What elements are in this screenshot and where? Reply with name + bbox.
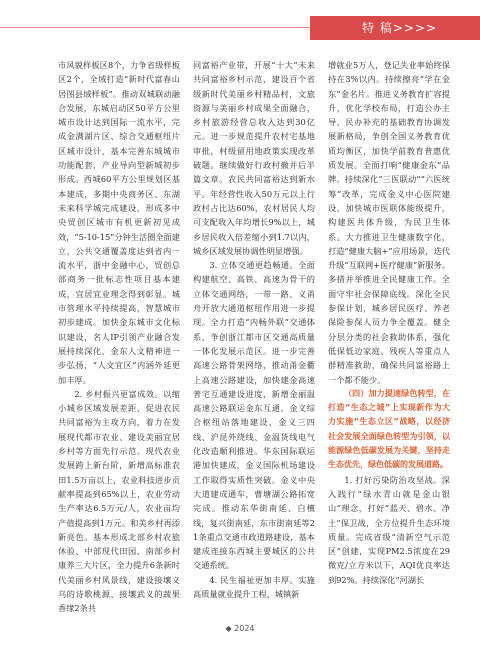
paragraph: 1. 打好污染防治攻坚战。深入践行“绿水青山就是金山银山”理念，打好“蓝天、碧水、净土”保卫战，全方位提升生态环境质量。完成省级“清新空气示范区”创建，实现PM2.5浓度在29微克/立方米以下，AQI优良率达到92%。持续深化“河湖长 (328, 474, 450, 585)
header-rule (0, 27, 310, 28)
page-footer (0, 624, 480, 633)
paragraph: 增就业5万人，登记失业率始终保持在3%以内。持续擦亮“学在金东”金名片。推进义务教育扩容提升，优化学校布局，打造公办主导、民办补充的基础教育协调发展新格局，争创全国义务教育优质均衡区，加快学前教育普惠优质发展。全面打响“健康金东”品牌。持续深化“三医联动”“六医统筹”改革，完成金义中心医院建设，加快城市医联体能级提升，构建医共体升级，为民卫生体系。大力推进卫生健康数字化，打造“健康大脑+”应用场景，迭代升级“互联网+医疗健康”新服务。多措并举推进全民健康工作。全面守牢社会保障底线。深化全民参保计划，城乡居民医疗、养老保险参保人员力争全覆盖。健全分层分类的社会救助体系，强化低保低边家庭、残疾人等重点人群精准救助，确保共同富裕路上一个都不能少。 (328, 60, 450, 385)
text-column-3 (328, 58, 450, 587)
text-column-1 (58, 58, 180, 616)
page-number: ◆ 2024 (225, 624, 255, 633)
paragraph: 3. 立体交通更趋畅通。全面构建航空、高铁、高速为骨干的立体交通网络，一带一路、义甬舟开放大通道枢纽作用进一步提现。全力打造“内畅外联”交通体系，争创浙江都市区交通高质量一体化发展示范区。进一步完善高速公路骨架网络，推动甬金衢上高速公路建设，加快建金高速普宅互通建设进度，新增金丽温高速公路联运金东互通。金义综合枢纽站落地建设，金义三四线、沪昆外绕线、金温货线电气化改造顺利推进。华东国际联运港加快建成，金义国际机场建设工作取得实质性突破。金义中央大道建成通车，曹塘湖公路拓宽完成。推动东华街南延、白檀线，复兴街南延，东市街南延等21条重点交通市政道路建设，基本建成连接东西城主要城区的公共交通系统。 (193, 260, 315, 571)
paragraph: 同富裕产业带，开展“十大”未来共同富裕乡村示范，建设百个省级新时代美丽乡村精品村，文旅资源与美丽乡村成果全面融合，乡村旅游经营总收入达到30亿元。进一步规范提升农村宅基地审批，村级留用地政策实现改革破题。继续做好行政村撤并后半篇文章。农民共同富裕达到新水平。年经营性收入50万元以上行政村占比达60%，农村居民人均可支配收入年均增长9%以上，城乡居民收入倍差缩小到1.7以内，城乡区域发展协调性明显增强。 (193, 60, 315, 256)
paragraph: 4. 民生福祉更加丰厚。实施高质量就业提升工程，城镇新 (193, 574, 315, 599)
text-column-2 (193, 58, 315, 601)
section-header (0, 16, 480, 40)
article-body (58, 58, 450, 618)
paragraph: 2. 乡村振兴更富成效。以缩小城乡区域发展差距、促进农民共同富裕为主攻方向，着力在发展现代都市农业、建设美丽宜居乡村等方面先行示范。现代农业发展跨上新台阶，新增高标准农田1.5万亩以上，农业科技进步贡献率提高到65%以上，农业劳动生产率达6.5万元/人，农业亩均产值提高到1万元。和美乡村再添新亮色。基本形成北部乡村农旅休验、中部现代田园、南部乡村康养三大片区，全力提升6条新时代美丽乡村风景线，建设接壤义乌的诗歌桃源、接壤武义的蔬果香缘2条共 (58, 388, 180, 614)
section-label: 特 稿>>>> (310, 16, 480, 40)
paragraph: 市风貌样板区8个，力争省级样板区2个，全域打造“新时代富春山居图县域样板”。推动双城联动融合发展，东城启动区50平方公里城市设计达到国际一流水平，完成金满湖片区、综合交通枢纽片区城市设计，基本完善东城城市功能配套，产业导向型新城初步形成。西城60平方公里规划区基本建成，多期中央商务区、东湖未来科学城完成建设，形成多中央贸创区城市有机更新初见成效，“5-10-15”分钟生活圈全面建立，公共交通覆盖度达到省内一流水平，浙中金融中心，贸创总部商务一批标志性项目基本建成，宜居宜业理念得到彰显。城市管理水平持续提高，智慧城市初步建成。加快金东城市文化标识建设，名人IP引领产业融合发展持续深化，金东人文精神进一步弘扬，“人文宜区”内涵外延更加丰厚。 (58, 60, 180, 385)
section-heading: （四）加力提速绿色转型，在打造“生态之城”上实现新作为大力实施“生态立区”战略，以经济社会发展全面绿色转型为引领，以能源绿色低碳发展为关键，坚持走生态优先，绿色低碳的发展道路。 (328, 388, 450, 470)
